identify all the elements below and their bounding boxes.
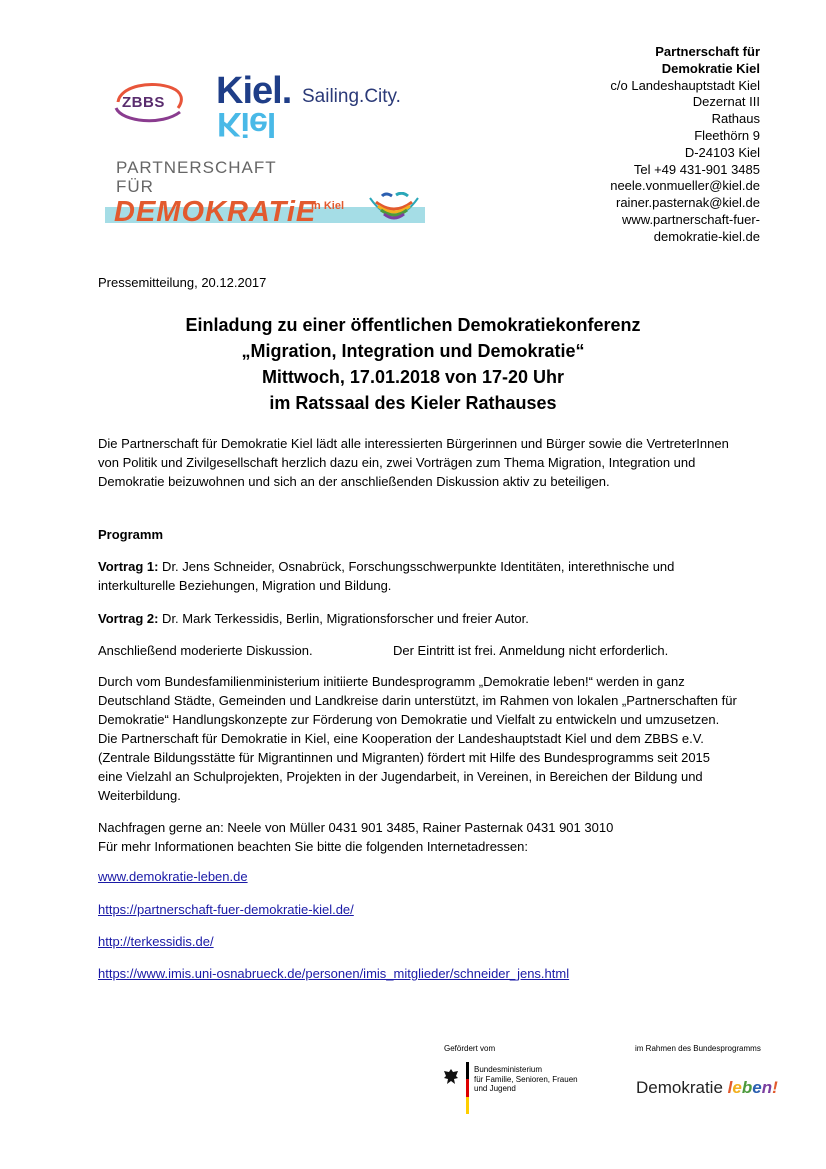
contact-line2: Für mehr Informationen beachten Sie bitte die folgenden Internetadressen: [98,839,528,854]
address-line: D-24103 Kiel [684,144,760,160]
ministry-line: für Familie, Senioren, Frauen [474,1074,578,1084]
pfd-logo-inkiel: in Kiel [311,200,345,212]
link-imis[interactable]: https://www.imis.uni-osnabrueck.de/personen/imis_mitglieder/schneider_jens.html [98,966,570,981]
link-demokratie-leben[interactable]: www.demokratie-leben.de [98,869,248,884]
press-date: Pressemitteilung, 20.12.2017 [98,275,267,290]
pfd-logo-line1: PARTNERSCHAFT [116,158,277,177]
discussion-left: Anschließend moderierte Diskussion. [98,643,313,658]
program-paragraph: Durch vom Bundesfamilienministerium initiierte Bundesprogramm „Demokratie leben!“ werden in ganz Deutschland Städte, Gemeinden und Landkreise darin unterstützt, im Rahmen von lokalen „Partnerschaften für Demokratie“ Handlungskonzepte zur Förderung von Demokratie und Vielfalt zu entwickeln und umzusetzen. Die Partnerschaft für Demokratie in Kiel, eine Kooperation der Landeshauptstadt Kiel und dem ZBBS e.V. (Zentrale Bildungsstätte für Migrantinnen und Migranten) fördert mit Hilfe des Bundesprogramms seit 2015 eine Vielzahl an Schulprojekten, Projekten in der Jugendarbeit, in Vereinen, in Bereichen der Bildung und Weiterbildung. [98,674,737,803]
zbbs-logo [112,80,186,126]
ministry-line: Bundesministerium [474,1065,543,1074]
programm-heading [98,525,738,544]
footer-gefoerdert: Gefördert vom [444,1044,496,1053]
kiel-slogan: Sailing.City. [302,86,401,107]
title-line2: „Migration, Integration und Demokratie“ [241,341,585,361]
pfd-logo-line2: FÜR [116,177,154,196]
title-line4: im Ratssaal des Kieler Rathauses [269,393,557,413]
footer-rahmen: im Rahmen des Bundesprogramms [635,1044,761,1053]
demokratie-leben-logo [636,1078,778,1098]
pfd-globe-icon [368,192,420,226]
link-partnerschaft[interactable]: https://partnerschaft-fuer-demokratie-kiel.de/ [98,902,354,917]
kiel-logo-mirror: Kiel [217,105,276,143]
ministry-line: und Jugend [474,1084,516,1093]
address-line: Rathaus [711,111,760,127]
page-title [0,312,826,416]
vortrag2-text: Dr. Mark Terkessidis, Berlin, Migrationsforscher und freier Autor. [158,611,529,626]
address-line: c/o Landeshauptstadt Kiel [610,77,760,93]
kiel-logo-word: Kiel. [216,70,292,112]
discussion-right: Der Eintritt ist frei. Anmeldung nicht erforderlich. [393,643,669,658]
vortrag1-text: Dr. Jens Schneider, Osnabrück, Forschungsschwerpunkte Identitäten, interethnische und interkulturelle Beziehungen, Migration und Bildung. [98,559,675,593]
link-terkessidis[interactable]: http://terkessidis.de/ [98,934,214,949]
address-line: Dezernat III [692,94,760,110]
vortrag1 [98,557,738,595]
german-flag-icon [466,1062,469,1114]
address-line: Fleethörn 9 [694,127,760,143]
org-name-line1: Partnerschaft für [655,44,760,59]
vortrag2 [98,609,738,628]
programm-heading-text: Programm [98,527,164,542]
demokratie-word: Demokratie [636,1078,728,1097]
ministry-name [474,1065,578,1094]
title-line1: Einladung zu einer öffentlichen Demokratiekonferenz [185,315,641,335]
intro-paragraph: Die Partnerschaft für Demokratie Kiel lädt alle interessierten Bürgerinnen und Bürger sowie die VertreterInnen von Politik und Zivilgesellschaft herzlich dazu ein, zwei Vorträgen zum Thema Migration, Integration und Demokratie beizuwohnen und sich an der anschließenden Diskussion aktiv zu beteiligen. [98,436,729,489]
discussion-line [98,641,738,660]
address-email: rainer.pasternak@kiel.de [616,195,760,211]
vortrag1-label: Vortrag 1: [98,559,159,574]
vortrag2-label: Vortrag 2: [98,611,159,626]
contact-line1: Nachfragen gerne an: Neele von Müller 0431 901 3485, Rainer Pasternak 0431 901 3010 [98,820,614,835]
org-name-line2: Demokratie Kiel [661,60,760,76]
address-block [610,44,760,246]
zbbs-text: ZBBS [122,94,165,111]
address-email: neele.vonmueller@kiel.de [610,178,760,194]
leben-word: leben! [727,1078,778,1097]
address-phone: Tel +49 431-901 3485 [633,161,760,177]
address-website: www.partnerschaft-fuer- [622,211,760,227]
title-line3: Mittwoch, 17.01.2018 von 17-20 Uhr [261,367,565,387]
federal-eagle-icon [443,1068,459,1086]
pfd-logo-demokratie: DEMOKRATiE [114,196,317,228]
address-website: demokratie-kiel.de [653,228,760,244]
